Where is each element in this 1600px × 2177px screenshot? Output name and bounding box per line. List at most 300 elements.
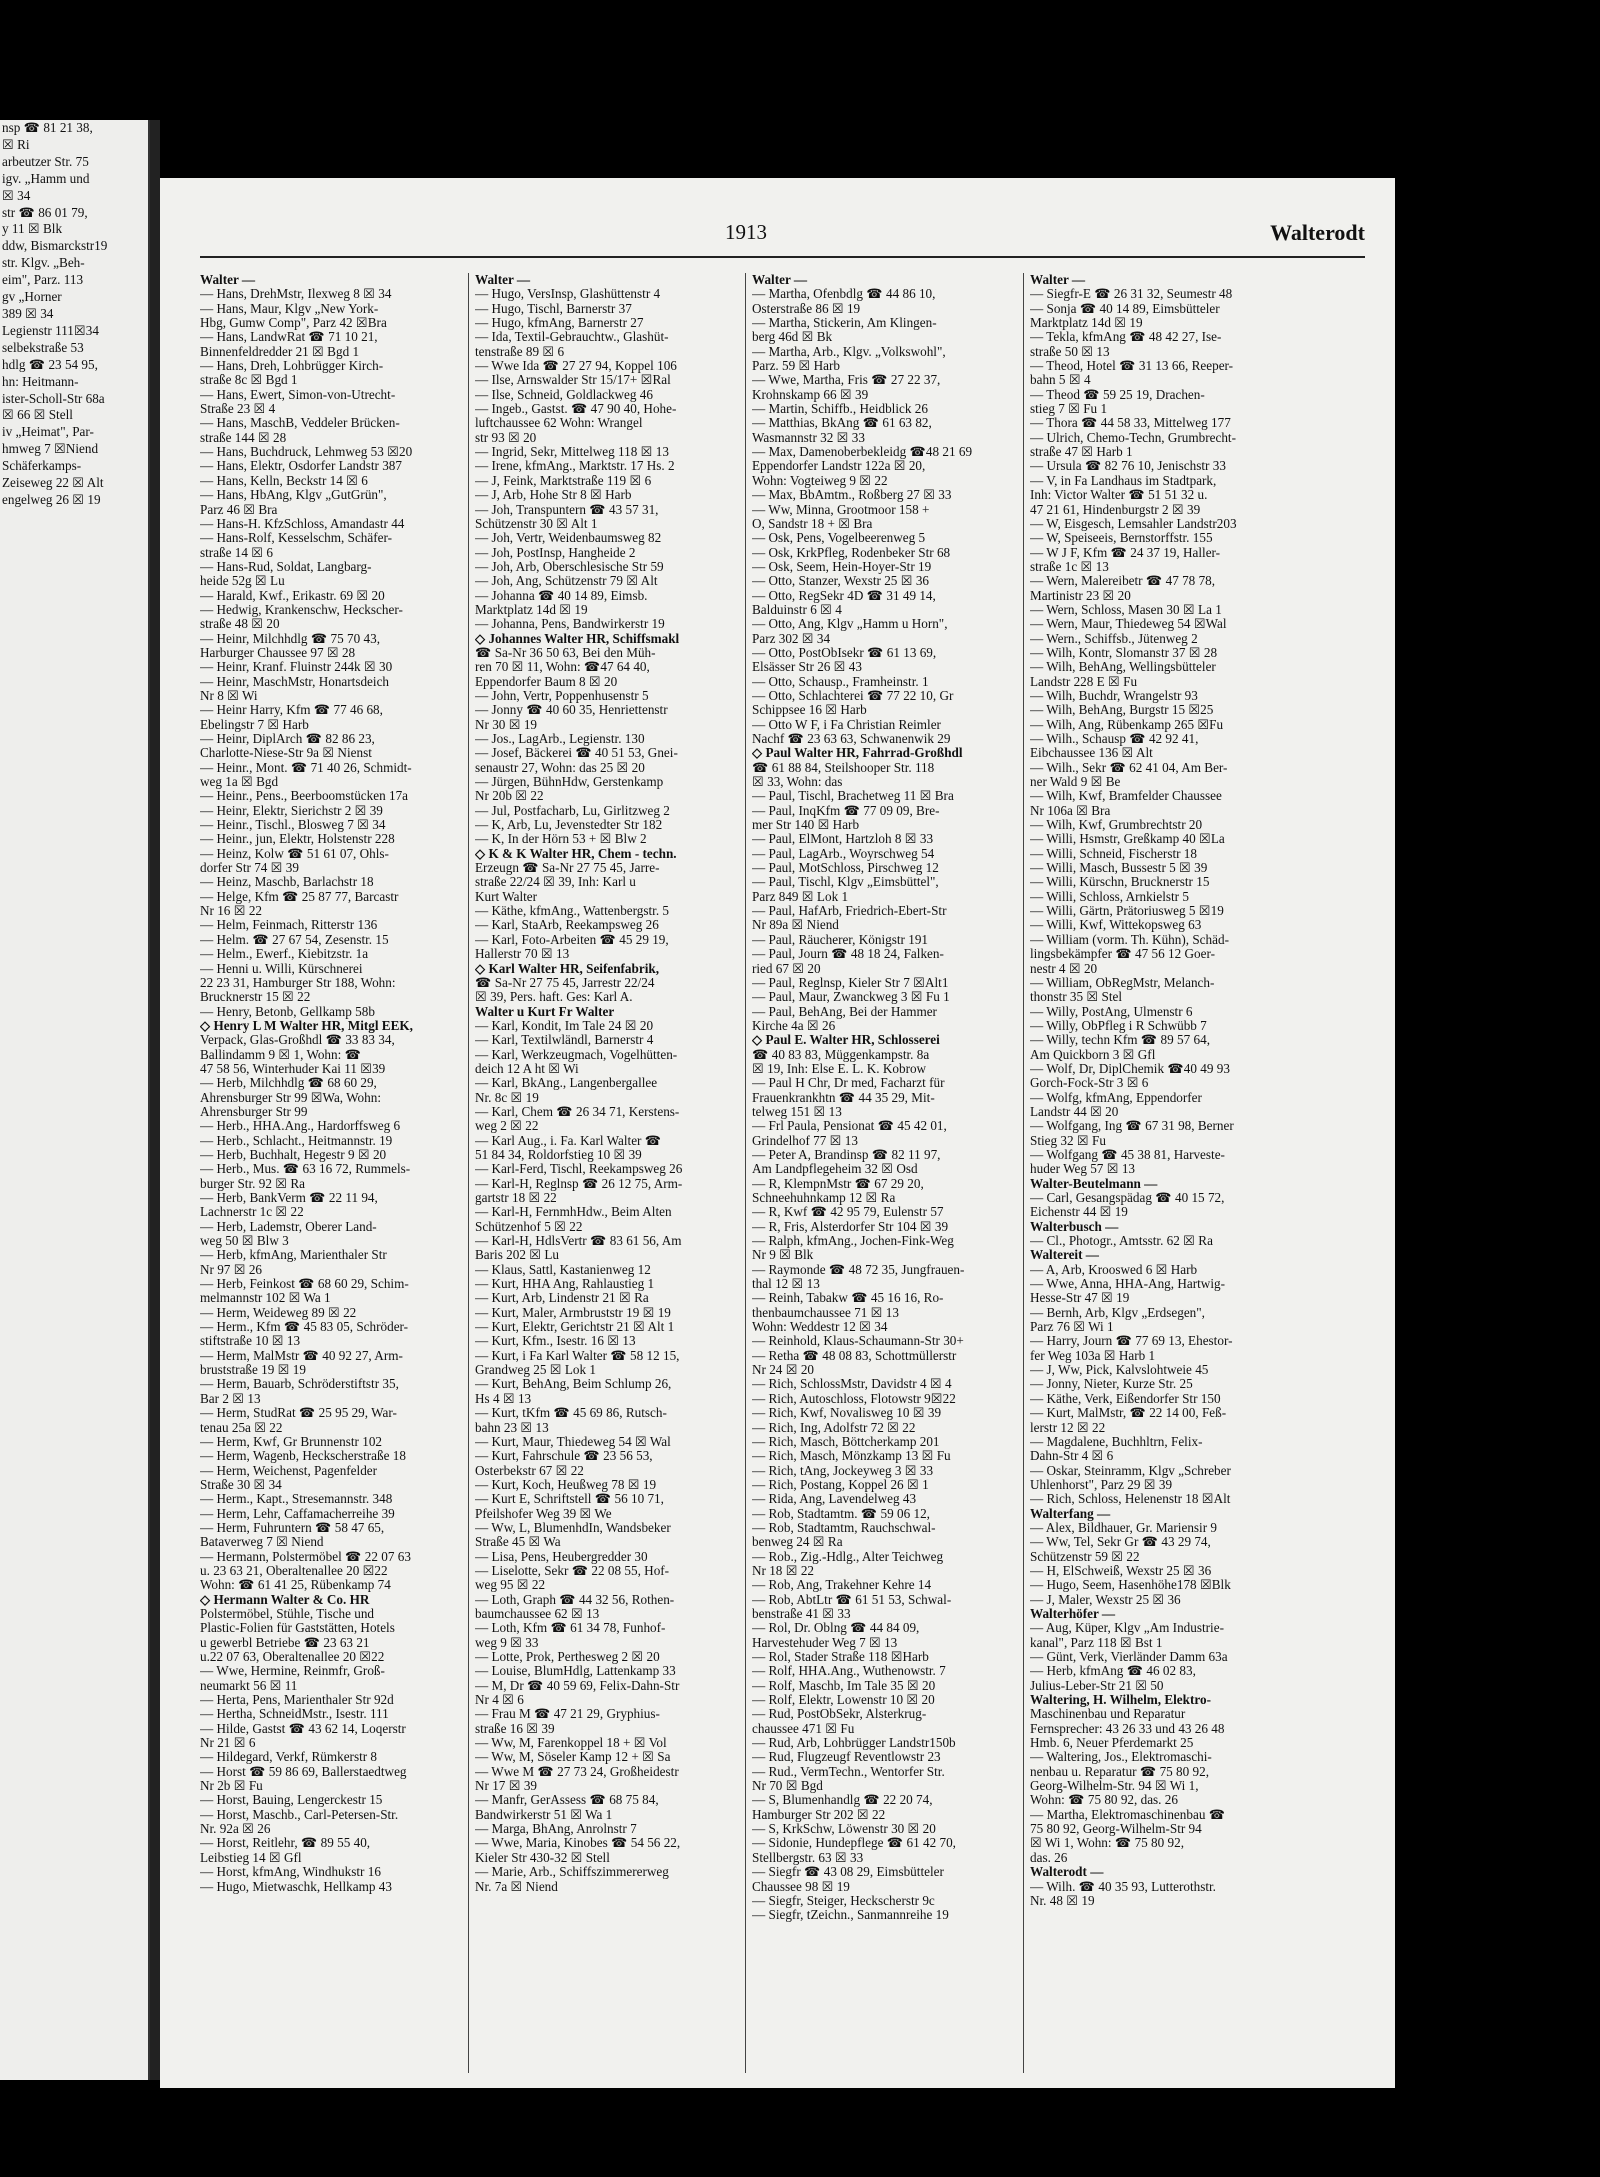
directory-entry-line: — Wwe, Anna, HHA-Ang, Hartwig- <box>1030 1277 1225 1292</box>
directory-entry-line: — Wern, Schloss, Masen 30 ☒ La 1 <box>1030 602 1222 617</box>
directory-entry-line: — Klaus, Sattl, Kastanienweg 12 <box>475 1262 651 1277</box>
directory-entry-line: Harvestehuder Weg 7 ☒ 13 <box>752 1635 898 1650</box>
directory-entry-line: weg 9 ☒ 33 <box>475 1635 539 1650</box>
directory-entry-line: senaustr 27, Wohn: das 25 ☒ 20 <box>475 760 645 775</box>
directory-entry-line: — Hans, Elektr, Osdorfer Landstr 387 <box>200 459 402 474</box>
fragment-line: ☒ 34 <box>2 187 31 203</box>
directory-entry-line: — Osk, Pens, Vogelbeerenweg 5 <box>752 531 926 546</box>
directory-entry-line: — S, Blumenhandlg ☎ 22 20 74, <box>752 1793 933 1808</box>
directory-entry-line: — Martin, Schiffb., Heidblick 26 <box>752 402 928 417</box>
directory-entry-line: — Willi, Schneid, Fischerstr 18 <box>1030 846 1197 861</box>
directory-entry-line: — Wilh, Kontr, Slomanstr 37 ☒ 28 <box>1030 645 1218 660</box>
directory-entry-line: — Hans, Kelln, Beckstr 14 ☒ 6 <box>200 473 368 488</box>
directory-entry-line: — Wolfgang, Ing ☎ 67 31 98, Berner <box>1030 1119 1234 1134</box>
directory-entry-line: Schützenstr 59 ☒ 22 <box>1030 1549 1140 1564</box>
directory-entry-line: — W J F, Kfm ☎ 24 37 19, Haller- <box>1030 545 1221 560</box>
directory-entry-line: — Karl, Werkzeugmach, Vogelhütten- <box>475 1047 678 1062</box>
directory-entry-line: Osterstraße 86 ☒ 19 <box>752 301 861 316</box>
directory-entry-line: — Jul, Postfacharb, Lu, Girlitzweg 2 <box>475 803 670 818</box>
directory-entry-line: Eichenstr 44 ☒ 19 <box>1030 1205 1128 1220</box>
directory-entry-line: — Hertha, SchneidMstr., Isestr. 111 <box>200 1707 389 1722</box>
directory-entry-line: Nr 89a ☒ Niend <box>752 918 839 933</box>
directory-entry-line: — Ww, M, Farenkoppel 18 + ☒ Vol <box>475 1736 667 1751</box>
directory-entry-line: — Hugo, Tischl, Barnerstr 37 <box>475 301 632 316</box>
directory-entry-line: Nr 8 ☒ Wi <box>200 688 258 703</box>
directory-entry-line: — Joh, Arb, Oberschlesische Str 59 <box>475 559 664 574</box>
directory-entry-line: — Hans, Buchdruck, Lehmweg 53 ☒20 <box>200 445 413 460</box>
directory-entry-line: — Kurt E, Schriftstell ☎ 56 10 71, <box>475 1492 664 1507</box>
directory-entry-line: — Wolf, Dr, DiplChemik ☎40 49 93 <box>1030 1061 1230 1076</box>
directory-entry-line: Marktplatz 14d ☒ 19 <box>1030 316 1143 331</box>
directory-entry-line: — Loth, Graph ☎ 44 32 56, Rothen- <box>475 1592 675 1607</box>
directory-entry-line: — Paul, BehAng, Bei der Hammer <box>752 1004 937 1019</box>
directory-entry-line: — Paul H Chr, Dr med, Facharzt für <box>752 1076 945 1091</box>
directory-entry-line: — Wwe Ida ☎ 27 27 94, Koppel 106 <box>475 359 677 374</box>
directory-entry-line: — Bernh, Arb, Klgv „Erdsegen", <box>1030 1305 1205 1320</box>
directory-entry-line: — Kurt, Fahrschule ☎ 23 56 53, <box>475 1449 653 1464</box>
directory-entry-line: — Wern, Maur, Thiedeweg 54 ☒Wal <box>1030 617 1227 632</box>
directory-entry-line: — Rol, Dr. Oblng ☎ 44 84 09, <box>752 1621 920 1636</box>
directory-entry-line: — Karl, Chem ☎ 26 34 71, Kerstens- <box>475 1104 680 1119</box>
directory-entry-line: Wohn: ☎ 61 41 25, Rübenkamp 74 <box>200 1578 391 1593</box>
directory-entry-line: huder Weg 57 ☒ 13 <box>1030 1162 1136 1177</box>
fragment-line: ☒ Ri <box>2 136 30 152</box>
fragment-line: nsp ☎ 81 21 38, <box>2 120 93 135</box>
directory-entry-line: Dahn-Str 4 ☒ 6 <box>1030 1449 1114 1464</box>
directory-entry-line: straße 16 ☒ 39 <box>475 1721 555 1736</box>
directory-entry-line: — J, Feink, Marktstraße 119 ☒ 6 <box>475 473 652 488</box>
directory-entry-line: — Hugo, Mietwaschk, Hellkamp 43 <box>200 1879 392 1894</box>
directory-entry-line: Julius-Leber-Str 21 ☒ 50 <box>1030 1678 1164 1693</box>
directory-entry-line: Walter u Kurt Fr Walter <box>475 1004 615 1019</box>
directory-entry-line: Erzeugn ☎ Sa-Nr 27 75 45, Jarre- <box>475 861 660 876</box>
directory-entry-line: Walterodt — <box>1030 1865 1104 1880</box>
directory-entry-line: — Herm, Weideweg 89 ☒ 22 <box>200 1305 357 1320</box>
directory-entry-line: Marktplatz 14d ☒ 19 <box>475 602 588 617</box>
fragment-line: Schäferkamps- <box>2 458 82 474</box>
directory-entry-line: bahn 23 ☒ 13 <box>475 1420 549 1435</box>
directory-entry-line: — Wwe M ☎ 27 73 24, Großheidestr <box>475 1764 679 1779</box>
directory-entry-line: — Rol, Stader Straße 118 ☒Harb <box>752 1650 929 1664</box>
directory-entry-line: — Ida, Textil-Gebrauchtw., Glashüt- <box>475 330 669 345</box>
directory-entry-line: — Martha, Arb., Klgv. „Volkswohl", <box>752 344 946 359</box>
directory-entry-line: — Harald, Kwf., Erikastr. 69 ☒ 20 <box>200 588 385 603</box>
directory-entry-line: — Willi, Kürschn, Brucknerstr 15 <box>1030 875 1210 890</box>
directory-entry-line: Charlotte-Niese-Str 9a ☒ Nienst <box>200 746 372 761</box>
directory-entry-line: Inh: Victor Walter ☎ 51 51 32 u. <box>1030 488 1208 503</box>
directory-entry-line: — Ww, M, Söseler Kamp 12 + ☒ Sa <box>475 1750 671 1765</box>
directory-entry-line: Parz 849 ☒ Lok 1 <box>752 889 849 904</box>
directory-entry-line: — Herb, Buchhalt, Hegestr 9 ☒ 20 <box>200 1147 387 1162</box>
directory-entry-line: ☎ Sa-Nr 27 75 45, Jarrestr 22/24 <box>475 975 655 990</box>
directory-entry-line: — Wwe, Martha, Fris ☎ 27 22 37, <box>752 373 941 388</box>
directory-entry-line: Hesse-Str 47 ☒ 19 <box>1030 1291 1130 1306</box>
directory-entry-line: 75 80 92, Georg-Wilhelm-Str 94 <box>1030 1822 1202 1837</box>
directory-entry-line: bahn 5 ☒ 4 <box>1030 373 1091 388</box>
directory-entry-line: — Wilh, Buchdr, Wrangelstr 93 <box>1030 688 1198 703</box>
directory-entry-line: — Hans, LandwRat ☎ 71 10 21, <box>200 330 378 345</box>
directory-entry-line: — Hans, Maur, Klgv „New York- <box>200 301 379 316</box>
directory-entry-line: — Karl, Kondit, Im Tale 24 ☒ 20 <box>475 1018 654 1033</box>
directory-entry-line: — Karl-H, Reglnsp ☎ 26 12 75, Arm- <box>475 1176 683 1191</box>
directory-entry-line: — Max, Damenoberbekleidg ☎48 21 69 <box>752 445 973 460</box>
directory-entry-line: — Kurt, Maler, Armbruststr 19 ☒ 19 <box>475 1305 671 1320</box>
directory-entry-line: — S, KrkSchw, Löwenstr 30 ☒ 20 <box>752 1822 936 1837</box>
directory-page <box>160 178 1395 2088</box>
directory-entry-line: nenbau u. Reparatur ☎ 75 80 92, <box>1030 1764 1210 1779</box>
directory-entry-line: u. 23 63 21, Oberaltenallee 20 ☒22 <box>200 1563 388 1578</box>
directory-entry-line: Frauenkrankhtn ☎ 44 35 29, Mit- <box>752 1090 935 1105</box>
directory-entry-line: — Wilh, Kwf, Grumbrechtstr 20 <box>1030 818 1203 833</box>
directory-entry-line: — Hilde, Gastst ☎ 43 62 14, Loqerstr <box>200 1721 406 1736</box>
directory-entry-line: Nr. 48 ☒ 19 <box>1030 1893 1095 1908</box>
book-spine <box>150 120 160 2080</box>
directory-entry-line: Nr 97 ☒ 26 <box>200 1262 263 1277</box>
directory-entry-line: — Henry, Betonb, Gellkamp 58b <box>200 1004 375 1019</box>
directory-entry-line: 51 84 34, Roldorfstieg 10 ☒ 39 <box>475 1147 642 1162</box>
directory-entry-line: burger Str. 92 ☒ Ra <box>200 1176 305 1191</box>
directory-entry-line: — John, Vertr, Poppenhusenstr 5 <box>475 688 649 703</box>
directory-entry-line: Eppendorfer Baum 8 ☒ 20 <box>475 674 618 689</box>
directory-entry-line: — Herm, Wagenb, Heckscherstraße 18 <box>200 1449 406 1464</box>
directory-entry-line: Wohn: Vogteiweg 9 ☒ 22 <box>752 473 888 488</box>
directory-entry-line: lingsbekämpfer ☎ 47 56 12 Goer- <box>1030 947 1215 962</box>
directory-entry-line: — J, Arb, Hohe Str 8 ☒ Harb <box>475 488 632 503</box>
directory-entry-line: Pfeilshofer Weg 39 ☒ We <box>475 1506 612 1521</box>
fragment-line: str. Klgv. „Beh- <box>2 255 85 271</box>
directory-entry-line: Walterfang — <box>1030 1506 1111 1521</box>
fragment-line: igv. „Hamm und <box>2 170 90 186</box>
directory-entry-line: — Kurt, tKfm ☎ 45 69 86, Rutsch- <box>475 1406 667 1421</box>
directory-entry-line: — Ilse, Arnswalder Str 15/17+ ☒Ral <box>475 373 671 388</box>
directory-entry-line: — William, ObRegMstr, Melanch- <box>1030 975 1215 990</box>
directory-entry-line: — Herb, Feinkost ☎ 68 60 29, Schim- <box>200 1277 409 1292</box>
fragment-line: ister-Scholl-Str 68a <box>2 390 105 406</box>
directory-entry-line: Walter — <box>1030 273 1086 287</box>
directory-entry-line: Hmb. 6, Neuer Pferdemarkt 25 <box>1030 1736 1194 1751</box>
directory-entry-line: — Marie, Arb., Schiffszimmererweg <box>475 1865 669 1880</box>
fragment-line: Zeiseweg 22 ☒ Alt <box>2 475 104 491</box>
directory-entry-line: — Hermann, Polstermöbel ☎ 22 07 63 <box>200 1549 411 1564</box>
directory-entry-line: — Liselotte, Sekr ☎ 22 08 55, Hof- <box>475 1563 670 1578</box>
directory-entry-line: — Karl, StaArb, Reekampsweg 26 <box>475 918 659 933</box>
directory-entry-line: bruststraße 19 ☒ 19 <box>200 1363 306 1378</box>
directory-entry-line: — Ulrich, Chemo-Techn, Grumbrecht- <box>1030 430 1236 445</box>
directory-entry-line: — Rolf, Elektr, Lowenstr 10 ☒ 20 <box>752 1693 935 1708</box>
directory-entry-line: — Heinr., Mont. ☎ 71 40 26, Schmidt- <box>200 760 412 775</box>
directory-entry-line: — Paul, HafArb, Friedrich-Ebert-Str <box>752 904 947 919</box>
directory-entry-line: straße 47 ☒ Harb 1 <box>1030 445 1133 460</box>
directory-entry-line: Wohn: ☎ 75 80 92, das. 26 <box>1030 1793 1178 1808</box>
directory-entry-line: das. 26 <box>1030 1850 1068 1865</box>
directory-entry-line: straße 1c ☒ 13 <box>1030 559 1109 574</box>
directory-entry-line: Nr. 92a ☒ 26 <box>200 1822 271 1837</box>
directory-entry-line: Nr 18 ☒ 22 <box>752 1563 815 1578</box>
directory-entry-line: Nr 21 ☒ 6 <box>200 1736 256 1751</box>
directory-entry-line: — Ursula ☎ 82 76 10, Jenischstr 33 <box>1030 459 1226 474</box>
directory-entry-line: Martinistr 23 ☒ 20 <box>1030 588 1131 603</box>
directory-entry-line: — Ingeb., Gastst. ☎ 47 90 40, Hohe- <box>475 402 677 417</box>
directory-entry-line: Georg-Wilhelm-Str. 94 ☒ Wi 1, <box>1030 1779 1199 1794</box>
directory-entry-line: — Martha, Ofenbdlg ☎ 44 86 10, <box>752 287 936 302</box>
directory-entry-line: — Herb, Milchhdlg ☎ 68 60 29, <box>200 1076 377 1091</box>
directory-entry-line: Straße 45 ☒ Wa <box>475 1535 561 1550</box>
directory-entry-line: Parz 46 ☒ Bra <box>200 502 278 517</box>
directory-entry-line: — Heinr, Milchhdlg ☎ 75 70 43, <box>200 631 380 646</box>
directory-entry-line: Grandweg 25 ☒ Lok 1 <box>475 1363 596 1378</box>
directory-entry-line: thenbaumchaussee 71 ☒ 13 <box>752 1305 899 1320</box>
directory-entry-line: — Helm., Ewerf., Kiebitzstr. 1a <box>200 947 369 962</box>
directory-entry-line: — Wilh. ☎ 40 35 93, Lutterothstr. <box>1030 1879 1216 1894</box>
directory-entry-line: lerstr 12 ☒ 22 <box>1030 1420 1106 1435</box>
directory-entry-line: — Ww, Minna, Grootmoor 158 + <box>752 502 930 517</box>
directory-entry-line: ried 67 ☒ 20 <box>752 961 821 976</box>
directory-entry-line: Harburger Chaussee 97 ☒ 28 <box>200 645 356 660</box>
directory-entry-line: ☒ Wi 1, Wohn: ☎ 75 80 92, <box>1030 1836 1185 1851</box>
directory-entry-line: — Karl, Foto-Arbeiten ☎ 45 29 19, <box>475 932 669 947</box>
directory-entry-line: — Lotte, Prok, Perthesweg 2 ☒ 20 <box>475 1650 660 1664</box>
directory-entry-line: — Rich, tAng, Jockeyweg 3 ☒ 33 <box>752 1463 934 1478</box>
directory-entry-line: — Hans, MaschB, Veddeler Brücken- <box>200 416 400 431</box>
directory-entry-line: deich 12 A ht ☒ Wi <box>475 1061 579 1076</box>
directory-entry-line: — Rich, Masch, Böttcherkamp 201 <box>752 1434 940 1449</box>
directory-entry-line: — Helm, Feinmach, Ritterstr 136 <box>200 918 378 933</box>
directory-entry-line: — Joh, PostInsp, Hangheide 2 <box>475 545 636 560</box>
directory-entry-line: — Hedwig, Krankenschw, Heckscher- <box>200 602 403 617</box>
directory-entry-line: — Horst ☎ 59 86 69, Ballerstaedtweg <box>200 1764 407 1779</box>
directory-entry-line: — Horst, Maschb., Carl-Petersen-Str. <box>200 1807 399 1822</box>
directory-entry-line: — Hugo, kfmAng, Barnerstr 27 <box>475 316 644 331</box>
directory-entry-line: straße 48 ☒ 20 <box>200 617 280 632</box>
directory-entry-line: ren 70 ☒ 11, Wohn: ☎47 64 40, <box>475 660 650 675</box>
directory-entry-line: — Willi, Masch, Bussestr 5 ☒ 39 <box>1030 861 1208 876</box>
directory-entry-line: — Günt, Verk, Vierländer Damm 63a <box>1030 1650 1228 1664</box>
directory-entry-line: — Rud, Arb, Lohbrügger Landstr150b <box>752 1736 956 1751</box>
directory-entry-line: — Kurt, Kfm., Isestr. 16 ☒ 13 <box>475 1334 636 1349</box>
directory-entry-line: — Heinr, DiplArch ☎ 82 86 23, <box>200 732 375 746</box>
directory-entry-line: — Magdalene, Buchhltrn, Felix- <box>1030 1434 1203 1449</box>
directory-entry-line: — Siegfr-E ☎ 26 31 32, Seumestr 48 <box>1030 287 1233 302</box>
page-header <box>160 220 1395 250</box>
directory-entry-line: — Horst, kfmAng, Windhukstr 16 <box>200 1865 381 1880</box>
directory-entry-line: — Cl., Photogr., Amtsstr. 62 ☒ Ra <box>1030 1234 1213 1249</box>
directory-entry-line: — Rud, PostObSekr, Alsterkrug- <box>752 1707 927 1722</box>
directory-entry-line: — Herb., Mus. ☎ 63 16 72, Rummels- <box>200 1162 411 1177</box>
directory-entry-line: — Jürgen, BühnHdw, Gerstenkamp <box>475 775 664 790</box>
column-3 <box>752 273 1014 1923</box>
directory-entry-line: — Rich, Masch, Mönzkamp 13 ☒ Fu <box>752 1449 951 1464</box>
directory-entry-line: heide 52g ☒ Lu <box>200 574 285 589</box>
directory-entry-line: gartstr 18 ☒ 22 <box>475 1191 557 1205</box>
directory-entry-line: — Käthe, Verk, Eißendorfer Str 150 <box>1030 1391 1221 1406</box>
directory-entry-line: Osterbekstr 67 ☒ 22 <box>475 1463 584 1478</box>
directory-entry-line: — Carl, Gesangspädag ☎ 40 15 72, <box>1030 1191 1225 1205</box>
directory-entry-line: — Peter A, Brandinsp ☎ 82 11 97, <box>752 1147 941 1162</box>
directory-entry-line: Nr 20b ☒ 22 <box>475 789 544 804</box>
directory-entry-line: — Irene, kfmAng., Marktstr. 17 Hs. 2 <box>475 459 675 474</box>
directory-entry-line: — Ww, L, BlumenhdIn, Wandsbeker <box>475 1520 671 1535</box>
directory-entry-line: — Wern, Malereibetr ☎ 47 78 78, <box>1030 574 1216 589</box>
directory-entry-line: tenau 25a ☒ 22 <box>200 1420 283 1435</box>
directory-entry-line: — Otto, RegSekr 4D ☎ 31 49 14, <box>752 588 936 603</box>
fragment-line: 389 ☒ 34 <box>2 305 54 321</box>
directory-entry-line: — Horst, Bauing, Lengerckestr 15 <box>200 1793 383 1808</box>
directory-entry-line: — Paul, Maur, Zwanckweg 3 ☒ Fu 1 <box>752 990 950 1005</box>
directory-entry-line: Plastic-Folien für Gaststätten, Hotels <box>200 1621 395 1636</box>
directory-entry-line: — Hans, HbAng, Klgv „GutGrün", <box>200 488 387 503</box>
directory-entry-line: ◇ Johannes Walter HR, Schiffsmakl <box>475 631 680 646</box>
directory-entry-line: Nr. 8c ☒ 19 <box>475 1090 539 1105</box>
directory-entry-line: Schützenhof 5 ☒ 22 <box>475 1219 583 1234</box>
directory-entry-line: — Herm, StudRat ☎ 25 95 29, War- <box>200 1406 397 1421</box>
directory-entry-line: Straße 30 ☒ 34 <box>200 1477 282 1492</box>
directory-entry-line: fer Weg 103a ☒ Harb 1 <box>1030 1348 1156 1363</box>
directory-entry-line: — Herm., Kapt., Stresemannstr. 348 <box>200 1492 393 1507</box>
directory-entry-line: — Paul, Reglnsp, Kieler Str 7 ☒Alt1 <box>752 975 949 990</box>
directory-entry-line: — Heinr Harry, Kfm ☎ 77 46 68, <box>200 703 383 718</box>
directory-entry-line: — Joh, Ang, Schützenstr 79 ☒ Alt <box>475 574 658 589</box>
directory-entry-line: — Frl Paula, Pensionat ☎ 45 42 01, <box>752 1119 947 1134</box>
directory-entry-line: — Hans-Rud, Soldat, Langbarg- <box>200 559 372 574</box>
directory-entry-line: — Hugo, Seem, Hasenhöhe178 ☒Blk <box>1030 1578 1231 1593</box>
directory-entry-line: — Theod ☎ 59 25 19, Drachen- <box>1030 387 1205 402</box>
directory-entry-line: Walter — <box>752 273 808 287</box>
directory-entry-line: — Herm, Lehr, Caffamacherreihe 39 <box>200 1506 395 1521</box>
directory-entry-line: — Wilh., Sekr ☎ 62 41 04, Am Ber- <box>1030 760 1228 775</box>
directory-entry-line: — Max, BbAmtm., Roßberg 27 ☒ 33 <box>752 488 952 503</box>
directory-entry-line: — Willi, Schloss, Arnkielstr 5 <box>1030 889 1189 904</box>
directory-entry-line: — Paul, Journ ☎ 48 18 24, Falken- <box>752 947 944 962</box>
directory-entry-line: — William (vorm. Th. Kühn), Schäd- <box>1030 932 1229 947</box>
directory-entry-line: — H, ElSchweiß, Wexstr 25 ☒ 36 <box>1030 1563 1212 1578</box>
directory-entry-line: — Martha, Elektromaschinenbau ☎ <box>1030 1807 1226 1822</box>
directory-entry-line: — Otto, Ang, Klgv „Hamm u Horn", <box>752 617 948 632</box>
fragment-line: arbeutzer Str. 75 <box>2 153 89 169</box>
directory-entry-line: ner Wald 9 ☒ Be <box>1030 775 1121 790</box>
directory-entry-line: — Aug, Küper, Klgv „Am Industrie- <box>1030 1621 1224 1636</box>
directory-entry-line: weg 50 ☒ Blw 3 <box>200 1234 289 1249</box>
directory-entry-line: Eppendorfer Landstr 122a ☒ 20, <box>752 459 926 474</box>
directory-entry-line: — Rich, Ing, Adolfstr 72 ☒ 22 <box>752 1420 916 1435</box>
directory-entry-line: — Osk, KrkPfleg, Rodenbeker Str 68 <box>752 545 951 560</box>
directory-entry-line: — Horst, Reitlehr, ☎ 89 55 40, <box>200 1836 371 1851</box>
directory-entry-line: — Sidonie, Hundepflege ☎ 61 42 70, <box>752 1836 956 1851</box>
directory-entry-line: — Paul, LagArb., Woyrschweg 54 <box>752 846 935 861</box>
directory-entry-line: — Jonny ☎ 40 60 35, Henriettenstr <box>475 703 668 718</box>
header-rule <box>200 256 1365 258</box>
directory-entry-line: — Herb., HHA.Ang., Hardorffsweg 6 <box>200 1119 401 1134</box>
directory-entry-line: u.22 07 63, Oberaltenallee 20 ☒22 <box>200 1650 385 1664</box>
directory-entry-line: — Rob, AbtLtr ☎ 61 51 53, Schwal- <box>752 1592 952 1607</box>
fragment-line: iv „Heimat", Par- <box>2 424 94 440</box>
directory-entry-line: — Karl-Ferd, Tischl, Reekampsweg 26 <box>475 1162 683 1177</box>
page-year: 1913 <box>725 220 767 244</box>
directory-entry-line: — Ingrid, Sekr, Mittelweg 118 ☒ 13 <box>475 445 669 460</box>
directory-entry-line: str 93 ☒ 20 <box>475 430 537 445</box>
directory-entry-line: dorfer Str 74 ☒ 39 <box>200 861 299 876</box>
directory-entry-line: — Herm, Kwf, Gr Brunnenstr 102 <box>200 1434 383 1449</box>
directory-entry-line: kanal", Parz 118 ☒ Bst 1 <box>1030 1635 1163 1650</box>
directory-entry-line: — Rolf, Maschb, Im Tale 35 ☒ 20 <box>752 1678 936 1693</box>
directory-entry-line: — Wwe, Hermine, Reinmfr, Groß- <box>200 1664 385 1679</box>
directory-entry-line: Walter — <box>475 273 531 287</box>
directory-entry-line: — Karl-H, FernmhHdw., Beim Alten <box>475 1205 672 1220</box>
directory-entry-line: — Kurt, BehAng, Beim Schlump 26, <box>475 1377 672 1392</box>
directory-entry-line: Leibstieg 14 ☒ Gfl <box>200 1850 302 1865</box>
directory-entry-line: Uhlenhorst", Parz 29 ☒ 39 <box>1030 1477 1173 1492</box>
directory-entry-line: — Loth, Kfm ☎ 61 34 78, Funhof- <box>475 1621 666 1636</box>
directory-entry-line: Grindelhof 77 ☒ 13 <box>752 1133 858 1148</box>
directory-entry-line: luftchaussee 62 Wohn: Wrangel <box>475 416 643 431</box>
directory-entry-line: — Heinr., jun, Elektr, Holstenstr 228 <box>200 832 395 847</box>
directory-entry-line: — Ilse, Schneid, Goldlackweg 46 <box>475 387 653 402</box>
directory-entry-line: u gewerbl Betriebe ☎ 23 63 21 <box>200 1635 370 1650</box>
directory-entry-line: Hs 4 ☒ 13 <box>475 1391 532 1406</box>
directory-entry-line: — Raymonde ☎ 48 72 35, Jungfrauen- <box>752 1262 965 1277</box>
directory-entry-line: Stieg 32 ☒ Fu <box>1030 1133 1106 1148</box>
directory-entry-line: — Heinz, Kolw ☎ 51 61 07, Ohls- <box>200 846 389 861</box>
directory-entry-line: thal 12 ☒ 13 <box>752 1277 820 1292</box>
directory-entry-line: — Ralph, kfmAng., Jochen-Fink-Weg <box>752 1234 954 1249</box>
directory-entry-line: Landstr 228 E ☒ Fu <box>1030 674 1138 689</box>
directory-entry-line: Stellbergstr. 63 ☒ 33 <box>752 1850 864 1865</box>
directory-entry-line: straße 14 ☒ 6 <box>200 545 273 560</box>
fragment-line: str ☎ 86 01 79, <box>2 204 88 220</box>
directory-entry-line: ◇ Henry L M Walter HR, Mitgl EEK, <box>200 1018 413 1033</box>
directory-entry-line: — Hans, Ewert, Simon-von-Utrecht- <box>200 387 396 402</box>
directory-entry-line: — Ww, Tel, Sekr Gr ☎ 43 29 74, <box>1030 1535 1211 1550</box>
directory-entry-line: — Rob, Stadtamtm, Rauchschwal- <box>752 1520 936 1535</box>
directory-entry-line: berg 46d ☒ Bk <box>752 330 833 345</box>
directory-entry-line: benstraße 41 ☒ 33 <box>752 1606 851 1621</box>
directory-entry-line: baumchaussee 62 ☒ 13 <box>475 1606 600 1621</box>
directory-entry-line: — Wolfg, kfmAng, Eppendorfer <box>1030 1090 1202 1105</box>
fragment-line: ☒ 66 ☒ Stell <box>2 407 73 423</box>
directory-entry-line: — Rob, Ang, Trakehner Kehre 14 <box>752 1578 932 1593</box>
directory-entry-line: 22 23 31, Hamburger Str 188, Wohn: <box>200 975 396 990</box>
directory-entry-line: Schützenstr 30 ☒ Alt 1 <box>475 516 598 531</box>
directory-entry-line: — Willy, PostAng, Ulmenstr 6 <box>1030 1004 1193 1019</box>
directory-entry-line: weg 2 ☒ 22 <box>475 1119 539 1134</box>
directory-entry-line: 47 58 56, Winterhuder Kai 11 ☒39 <box>200 1061 386 1076</box>
directory-entry-line: — Herm, Bauarb, Schröderstiftstr 35, <box>200 1377 399 1392</box>
directory-entry-line: — Paul, InqKfm ☎ 77 09 09, Bre- <box>752 803 940 818</box>
column-2 <box>475 273 737 1894</box>
directory-entry-line: ◇ Hermann Walter & Co. HR <box>200 1592 370 1607</box>
directory-entry-line: — Rob., Zig.-Hdlg., Alter Teichweg <box>752 1549 944 1564</box>
column-4 <box>1030 273 1292 1908</box>
directory-entry-line: — Otto, Schausp., Framheinstr. 1 <box>752 674 929 689</box>
directory-entry-line: — Theod, Hotel ☎ 31 13 66, Reeper- <box>1030 359 1234 374</box>
directory-entry-line: — K, Arb, Lu, Jevenstedter Str 182 <box>475 818 663 833</box>
directory-entry-line: — Hans, DrehMstr, Ilexweg 8 ☒ 34 <box>200 287 392 302</box>
fragment-line: ddw, Bismarckstr19 <box>2 238 108 254</box>
directory-entry-line: — Wern., Schiffsb., Jütenweg 2 <box>1030 631 1198 646</box>
directory-entry-line: straße 144 ☒ 28 <box>200 430 287 445</box>
directory-entry-line: — Harry, Journ ☎ 77 69 13, Ehestor- <box>1030 1334 1233 1349</box>
directory-entry-line: — Oskar, Steinramm, Klgv „Schreber <box>1030 1463 1231 1478</box>
directory-entry-line: Chaussee 98 ☒ 19 <box>752 1879 850 1894</box>
directory-entry-line: — Herm, Fuhruntern ☎ 58 47 65, <box>200 1520 385 1535</box>
directory-entry-line: chaussee 471 ☒ Fu <box>752 1721 855 1736</box>
fragment-line: hn: Heitmann- <box>2 373 79 389</box>
directory-entry-line: — Marga, BhAng, Anrolnstr 7 <box>475 1822 637 1837</box>
directory-entry-line: — Herb., Schlacht., Heitmannstr. 19 <box>200 1133 393 1148</box>
directory-entry-line: — Retha ☎ 48 08 83, Schottmüllerstr <box>752 1348 957 1363</box>
directory-entry-line: — Otto W F, i Fa Christian Reimler <box>752 717 941 732</box>
directory-entry-line: Walter-Beutelmann — <box>1030 1176 1158 1191</box>
directory-entry-line: — Matthias, BkAng ☎ 61 63 82, <box>752 416 932 431</box>
